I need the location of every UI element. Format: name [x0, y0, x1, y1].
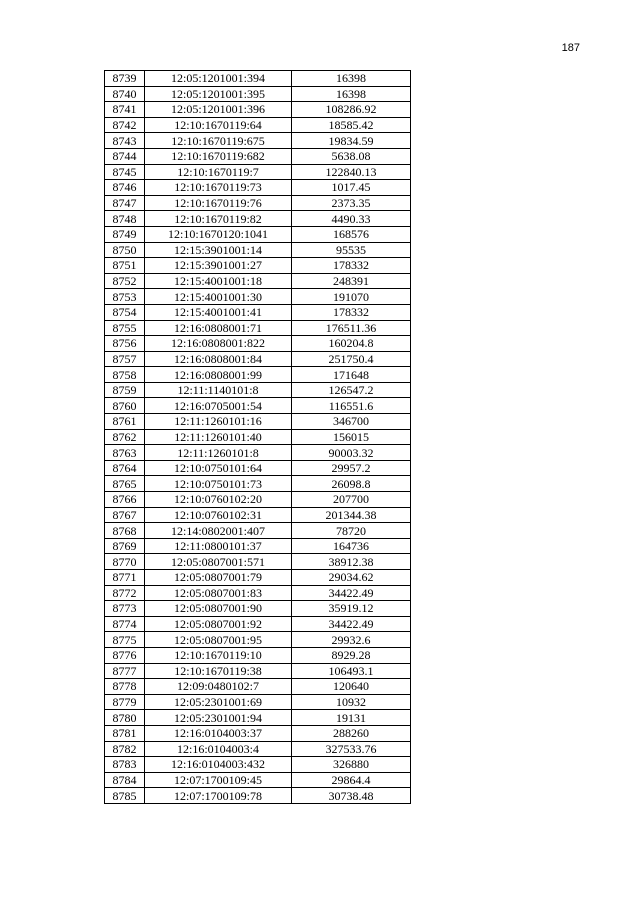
value-cell: 34422.49 — [292, 616, 411, 632]
value-cell: 176511.36 — [292, 320, 411, 336]
value-cell: 29932.6 — [292, 632, 411, 648]
cadastral-number-cell: 12:10:1670119:10 — [145, 647, 292, 663]
row-number-cell: 8773 — [105, 601, 145, 617]
value-cell: 248391 — [292, 273, 411, 289]
value-cell: 126547.2 — [292, 382, 411, 398]
table-row — [105, 148, 411, 164]
value-cell: 16398 — [292, 71, 411, 87]
page-number: 187 — [561, 42, 580, 54]
cadastral-number-cell: 12:10:1670119:76 — [145, 195, 292, 211]
value-cell: 16398 — [292, 86, 411, 102]
value-cell: 326880 — [292, 757, 411, 773]
cadastral-number-cell: 12:10:1670119:82 — [145, 211, 292, 227]
row-number-cell: 8783 — [105, 757, 145, 773]
value-cell: 207700 — [292, 492, 411, 508]
table-row — [105, 164, 411, 180]
cadastral-number-cell: 12:16:0808001:84 — [145, 351, 292, 367]
row-number-cell: 8760 — [105, 398, 145, 414]
table-row — [105, 538, 411, 554]
value-cell: 122840.13 — [292, 164, 411, 180]
value-cell: 171648 — [292, 367, 411, 383]
row-number-cell: 8771 — [105, 570, 145, 586]
table-row — [105, 273, 411, 289]
row-number-cell: 8741 — [105, 102, 145, 118]
value-cell: 8929.28 — [292, 647, 411, 663]
value-cell: 19834.59 — [292, 133, 411, 149]
value-cell: 29957.2 — [292, 460, 411, 476]
value-cell: 156015 — [292, 429, 411, 445]
cadastral-number-cell: 12:07:1700109:78 — [145, 788, 292, 804]
table-row — [105, 117, 411, 133]
row-number-cell: 8761 — [105, 414, 145, 430]
cadastral-number-cell: 12:10:0750101:64 — [145, 460, 292, 476]
row-number-cell: 8751 — [105, 258, 145, 274]
value-cell: 116551.6 — [292, 398, 411, 414]
table-row — [105, 133, 411, 149]
table-row — [105, 460, 411, 476]
cadastral-number-cell: 12:05:0807001:83 — [145, 585, 292, 601]
row-number-cell: 8750 — [105, 242, 145, 258]
data-table — [104, 70, 411, 804]
row-number-cell: 8745 — [105, 164, 145, 180]
value-cell: 201344.38 — [292, 507, 411, 523]
cadastral-number-cell: 12:16:0808001:822 — [145, 336, 292, 352]
value-cell: 191070 — [292, 289, 411, 305]
row-number-cell: 8754 — [105, 304, 145, 320]
row-number-cell: 8766 — [105, 492, 145, 508]
value-cell: 288260 — [292, 725, 411, 741]
cadastral-number-cell: 12:10:1670120:1041 — [145, 226, 292, 242]
cadastral-number-cell: 12:05:1201001:396 — [145, 102, 292, 118]
value-cell: 29864.4 — [292, 772, 411, 788]
row-number-cell: 8775 — [105, 632, 145, 648]
table-row — [105, 507, 411, 523]
row-number-cell: 8778 — [105, 679, 145, 695]
row-number-cell: 8762 — [105, 429, 145, 445]
table-row — [105, 679, 411, 695]
row-number-cell: 8765 — [105, 476, 145, 492]
value-cell: 2373.35 — [292, 195, 411, 211]
table-row — [105, 71, 411, 87]
cadastral-number-cell: 12:05:0807001:79 — [145, 570, 292, 586]
row-number-cell: 8755 — [105, 320, 145, 336]
cadastral-number-cell: 12:10:1670119:64 — [145, 117, 292, 133]
table-row — [105, 336, 411, 352]
cadastral-number-cell: 12:16:0808001:71 — [145, 320, 292, 336]
cadastral-number-cell: 12:11:1260101:40 — [145, 429, 292, 445]
value-cell: 30738.48 — [292, 788, 411, 804]
row-number-cell: 8757 — [105, 351, 145, 367]
row-number-cell: 8740 — [105, 86, 145, 102]
table-row — [105, 725, 411, 741]
table-row — [105, 492, 411, 508]
row-number-cell: 8753 — [105, 289, 145, 305]
row-number-cell: 8767 — [105, 507, 145, 523]
value-cell: 108286.92 — [292, 102, 411, 118]
value-cell: 178332 — [292, 258, 411, 274]
table-row — [105, 304, 411, 320]
table-row — [105, 414, 411, 430]
table-row — [105, 429, 411, 445]
table-body — [105, 71, 411, 804]
value-cell: 35919.12 — [292, 601, 411, 617]
value-cell: 4490.33 — [292, 211, 411, 227]
table-row — [105, 632, 411, 648]
row-number-cell: 8770 — [105, 554, 145, 570]
table-row — [105, 585, 411, 601]
value-cell: 160204.8 — [292, 336, 411, 352]
table-row — [105, 757, 411, 773]
table-row — [105, 242, 411, 258]
row-number-cell: 8769 — [105, 538, 145, 554]
row-number-cell: 8752 — [105, 273, 145, 289]
value-cell: 168576 — [292, 226, 411, 242]
cadastral-number-cell: 12:11:1260101:16 — [145, 414, 292, 430]
cadastral-number-cell: 12:05:0807001:95 — [145, 632, 292, 648]
table-row — [105, 710, 411, 726]
row-number-cell: 8743 — [105, 133, 145, 149]
cadastral-number-cell: 12:09:0480102:7 — [145, 679, 292, 695]
cadastral-number-cell: 12:15:3901001:27 — [145, 258, 292, 274]
table-row — [105, 445, 411, 461]
table-row — [105, 772, 411, 788]
table-row — [105, 570, 411, 586]
table-row — [105, 320, 411, 336]
table-row — [105, 554, 411, 570]
table-row — [105, 647, 411, 663]
value-cell: 5638.08 — [292, 148, 411, 164]
row-number-cell: 8742 — [105, 117, 145, 133]
row-number-cell: 8748 — [105, 211, 145, 227]
table-row — [105, 289, 411, 305]
table-row — [105, 211, 411, 227]
cadastral-number-cell: 12:10:0760102:20 — [145, 492, 292, 508]
cadastral-number-cell: 12:05:0807001:571 — [145, 554, 292, 570]
cadastral-number-cell: 12:05:0807001:92 — [145, 616, 292, 632]
table-row — [105, 382, 411, 398]
cadastral-number-cell: 12:05:0807001:90 — [145, 601, 292, 617]
cadastral-number-cell: 12:15:4001001:41 — [145, 304, 292, 320]
cadastral-number-cell: 12:16:0104003:37 — [145, 725, 292, 741]
value-cell: 26098.8 — [292, 476, 411, 492]
cadastral-number-cell: 12:14:0802001:407 — [145, 523, 292, 539]
cadastral-number-cell: 12:10:1670119:73 — [145, 180, 292, 196]
table-row — [105, 694, 411, 710]
table-row — [105, 398, 411, 414]
table-row — [105, 102, 411, 118]
value-cell: 18585.42 — [292, 117, 411, 133]
value-cell: 164736 — [292, 538, 411, 554]
value-cell: 251750.4 — [292, 351, 411, 367]
row-number-cell: 8759 — [105, 382, 145, 398]
row-number-cell: 8763 — [105, 445, 145, 461]
cadastral-number-cell: 12:11:1140101:8 — [145, 382, 292, 398]
value-cell: 95535 — [292, 242, 411, 258]
cadastral-number-cell: 12:11:1260101:8 — [145, 445, 292, 461]
cadastral-number-cell: 12:05:2301001:69 — [145, 694, 292, 710]
cadastral-number-cell: 12:05:1201001:395 — [145, 86, 292, 102]
table-row — [105, 788, 411, 804]
value-cell: 90003.32 — [292, 445, 411, 461]
cadastral-number-cell: 12:16:0808001:99 — [145, 367, 292, 383]
table-row — [105, 616, 411, 632]
table-row — [105, 226, 411, 242]
cadastral-number-cell: 12:10:1670119:682 — [145, 148, 292, 164]
cadastral-number-cell: 12:16:0104003:432 — [145, 757, 292, 773]
cadastral-number-cell: 12:16:0104003:4 — [145, 741, 292, 757]
cadastral-number-cell: 12:15:4001001:18 — [145, 273, 292, 289]
cadastral-number-cell: 12:15:3901001:14 — [145, 242, 292, 258]
value-cell: 106493.1 — [292, 663, 411, 679]
value-cell: 10932 — [292, 694, 411, 710]
row-number-cell: 8744 — [105, 148, 145, 164]
row-number-cell: 8781 — [105, 725, 145, 741]
row-number-cell: 8758 — [105, 367, 145, 383]
table-row — [105, 180, 411, 196]
row-number-cell: 8768 — [105, 523, 145, 539]
row-number-cell: 8779 — [105, 694, 145, 710]
row-number-cell: 8764 — [105, 460, 145, 476]
row-number-cell: 8776 — [105, 647, 145, 663]
table-row — [105, 258, 411, 274]
table-row — [105, 523, 411, 539]
value-cell: 346700 — [292, 414, 411, 430]
row-number-cell: 8749 — [105, 226, 145, 242]
value-cell: 34422.49 — [292, 585, 411, 601]
table-row — [105, 601, 411, 617]
cadastral-number-cell: 12:10:0750101:73 — [145, 476, 292, 492]
value-cell: 38912.38 — [292, 554, 411, 570]
table-row — [105, 195, 411, 211]
table-row — [105, 86, 411, 102]
value-cell: 78720 — [292, 523, 411, 539]
cadastral-number-cell: 12:10:1670119:38 — [145, 663, 292, 679]
cadastral-number-cell: 12:05:1201001:394 — [145, 71, 292, 87]
cadastral-number-cell: 12:10:0760102:31 — [145, 507, 292, 523]
table-row — [105, 367, 411, 383]
row-number-cell: 8782 — [105, 741, 145, 757]
row-number-cell: 8747 — [105, 195, 145, 211]
value-cell: 29034.62 — [292, 570, 411, 586]
cadastral-number-cell: 12:07:1700109:45 — [145, 772, 292, 788]
cadastral-number-cell: 12:15:4001001:30 — [145, 289, 292, 305]
row-number-cell: 8746 — [105, 180, 145, 196]
table-row — [105, 476, 411, 492]
table-row — [105, 351, 411, 367]
value-cell: 178332 — [292, 304, 411, 320]
row-number-cell: 8774 — [105, 616, 145, 632]
row-number-cell: 8772 — [105, 585, 145, 601]
row-number-cell: 8777 — [105, 663, 145, 679]
cadastral-number-cell: 12:10:1670119:675 — [145, 133, 292, 149]
value-cell: 120640 — [292, 679, 411, 695]
cadastral-number-cell: 12:11:0800101:37 — [145, 538, 292, 554]
value-cell: 1017.45 — [292, 180, 411, 196]
cadastral-number-cell: 12:05:2301001:94 — [145, 710, 292, 726]
row-number-cell: 8785 — [105, 788, 145, 804]
value-cell: 19131 — [292, 710, 411, 726]
row-number-cell: 8739 — [105, 71, 145, 87]
row-number-cell: 8780 — [105, 710, 145, 726]
row-number-cell: 8784 — [105, 772, 145, 788]
table-row — [105, 663, 411, 679]
cadastral-number-cell: 12:16:0705001:54 — [145, 398, 292, 414]
row-number-cell: 8756 — [105, 336, 145, 352]
table-row — [105, 741, 411, 757]
value-cell: 327533.76 — [292, 741, 411, 757]
cadastral-number-cell: 12:10:1670119:7 — [145, 164, 292, 180]
